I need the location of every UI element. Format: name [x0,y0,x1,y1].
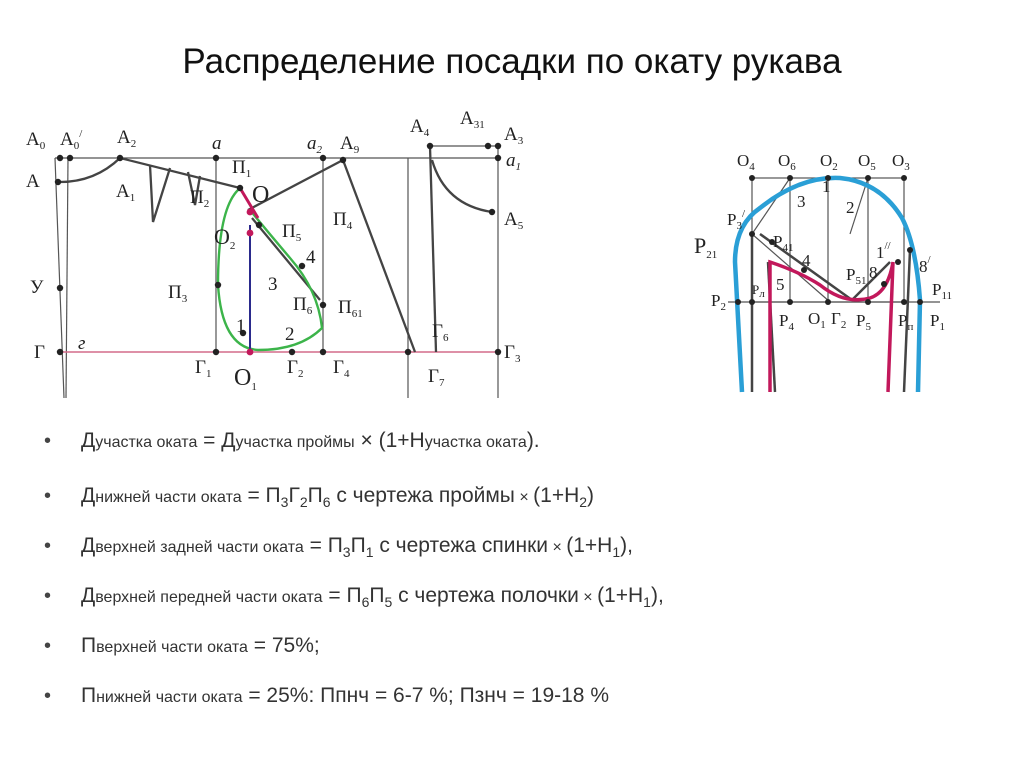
front-shoulder-line [248,160,415,352]
label-a9: $А_9$ [340,133,360,156]
formula-item-5: • Пверхней части оката = 75%; [44,633,1004,683]
label-r-p5: $Р_5$ [856,311,871,333]
label-r-1pp: 1// [876,240,891,262]
label-a4: $А_4$ [410,116,430,139]
label-g4: $Г_4$ [333,357,350,380]
label-r-p4: $Р_4$ [779,311,794,333]
formula-item-6: • Пнижней части оката = 25%: Ппнч = 6-7 %; Пзнч = 19-18 % [44,683,1004,733]
label-r-o1: $О_1$ [808,309,826,331]
label-u: У [30,277,44,298]
label-p5: $П_5$ [282,221,302,244]
label-r-p1: $Р_1$ [930,311,945,333]
label-r-8p: 8/ [919,254,931,276]
formula-item-1: • Дучастка оката = Дучастка проймы × (1+Нучастка оката). [44,428,1004,478]
label-g1: $Г_1$ [195,357,212,380]
label-a0-prime: $А_0^/$ [60,128,83,152]
label-r-3: 3 [797,192,806,211]
label-a: А [26,171,40,192]
armhole-curve [218,190,322,350]
label-r-o5: $О_5$ [858,151,876,173]
label-g: Г [34,342,45,363]
label-p61: $П_{61}$ [338,297,363,320]
label-g-small: г [78,333,86,354]
label-g7: $Г_7$ [428,366,445,389]
label-1: 1 [236,316,246,337]
label-a2: $А_2$ [117,127,137,150]
label-p2: $П_2$ [190,187,210,210]
label-r-8: 8 [869,263,878,282]
label-r-o2: $О_2$ [820,151,838,173]
label-r-p11: $Р_{11}$ [932,280,953,302]
label-r-4: 4 [802,251,811,270]
label-2: 2 [285,324,295,345]
label-r-p2: $Р_2$ [711,291,726,313]
label-r-pl: $Р_л$ [752,282,765,300]
label-g3: $Г_3$ [504,342,521,365]
label-o1: $О_1$ [234,365,257,393]
slide-title: Распределение посадки по окату рукава [182,42,842,81]
left-vertical-inner [66,158,68,398]
back-neck-curve [60,158,120,182]
formula-list [44,428,1004,733]
label-r-p51: $Р_{51}$ [846,265,867,287]
label-r-pp: $Р_п$ [898,311,914,333]
left-vertical [55,158,64,398]
back-shoulder-line [120,158,240,188]
label-o: О [252,182,270,208]
label-r-o4: $О_4$ [737,151,755,173]
label-a3: $А_3$ [504,124,524,147]
label-a1: $А_1$ [116,181,136,204]
back-dart [150,165,170,222]
label-a2-small: $а_2$ [307,133,322,156]
label-r-o6: $О_6$ [778,151,796,173]
armhole-draft-diagram [26,108,524,398]
label-p4: $П_4$ [333,209,353,232]
formula-item-4: • Дверхней передней части оката = $П_6П_5$ с чертежа полочки × $(1+Н_1)$, [44,583,1004,633]
label-g2: $Г_2$ [287,357,304,380]
label-r-p41: $Р_{41}$ [773,232,794,254]
label-r-p3: $Р_3^/$ [727,208,746,232]
label-p6: $П_6$ [293,294,313,317]
label-r-2: 2 [846,198,855,217]
label-a5: $А_5$ [504,209,524,232]
label-a1-small: $а_1$ [506,150,521,173]
formula-item-2: • Днижней части оката = $П_3Г_2П_6$ с чертежа проймы × $(1+Н_2)$ [44,483,1004,533]
label-p3: $П_3$ [168,282,188,305]
label-g6: $Г_6$ [432,321,449,344]
label-o2: $О_2$ [214,224,236,252]
label-r-o3: $О_3$ [892,151,910,173]
formula-item-3: • Дверхней задней части оката = $П_3П_1$ с чертежа спинки × $(1+Н_1)$, [44,533,1004,583]
label-a-small: а [212,133,222,154]
label-r-p21: $Р_{21}$ [694,233,718,261]
label-a31: $А_{31}$ [460,108,485,131]
label-p1: $П_1$ [232,157,252,180]
label-r-5: 5 [776,275,785,294]
label-r-1: 1 [822,177,831,196]
sleeve-cap-diagram [694,151,952,392]
label-4: 4 [306,247,316,268]
label-a0: $А_0$ [26,129,46,152]
front-neck-curve [432,160,492,212]
label-3: 3 [268,274,278,295]
label-r-g2: $Г_2$ [831,309,847,331]
